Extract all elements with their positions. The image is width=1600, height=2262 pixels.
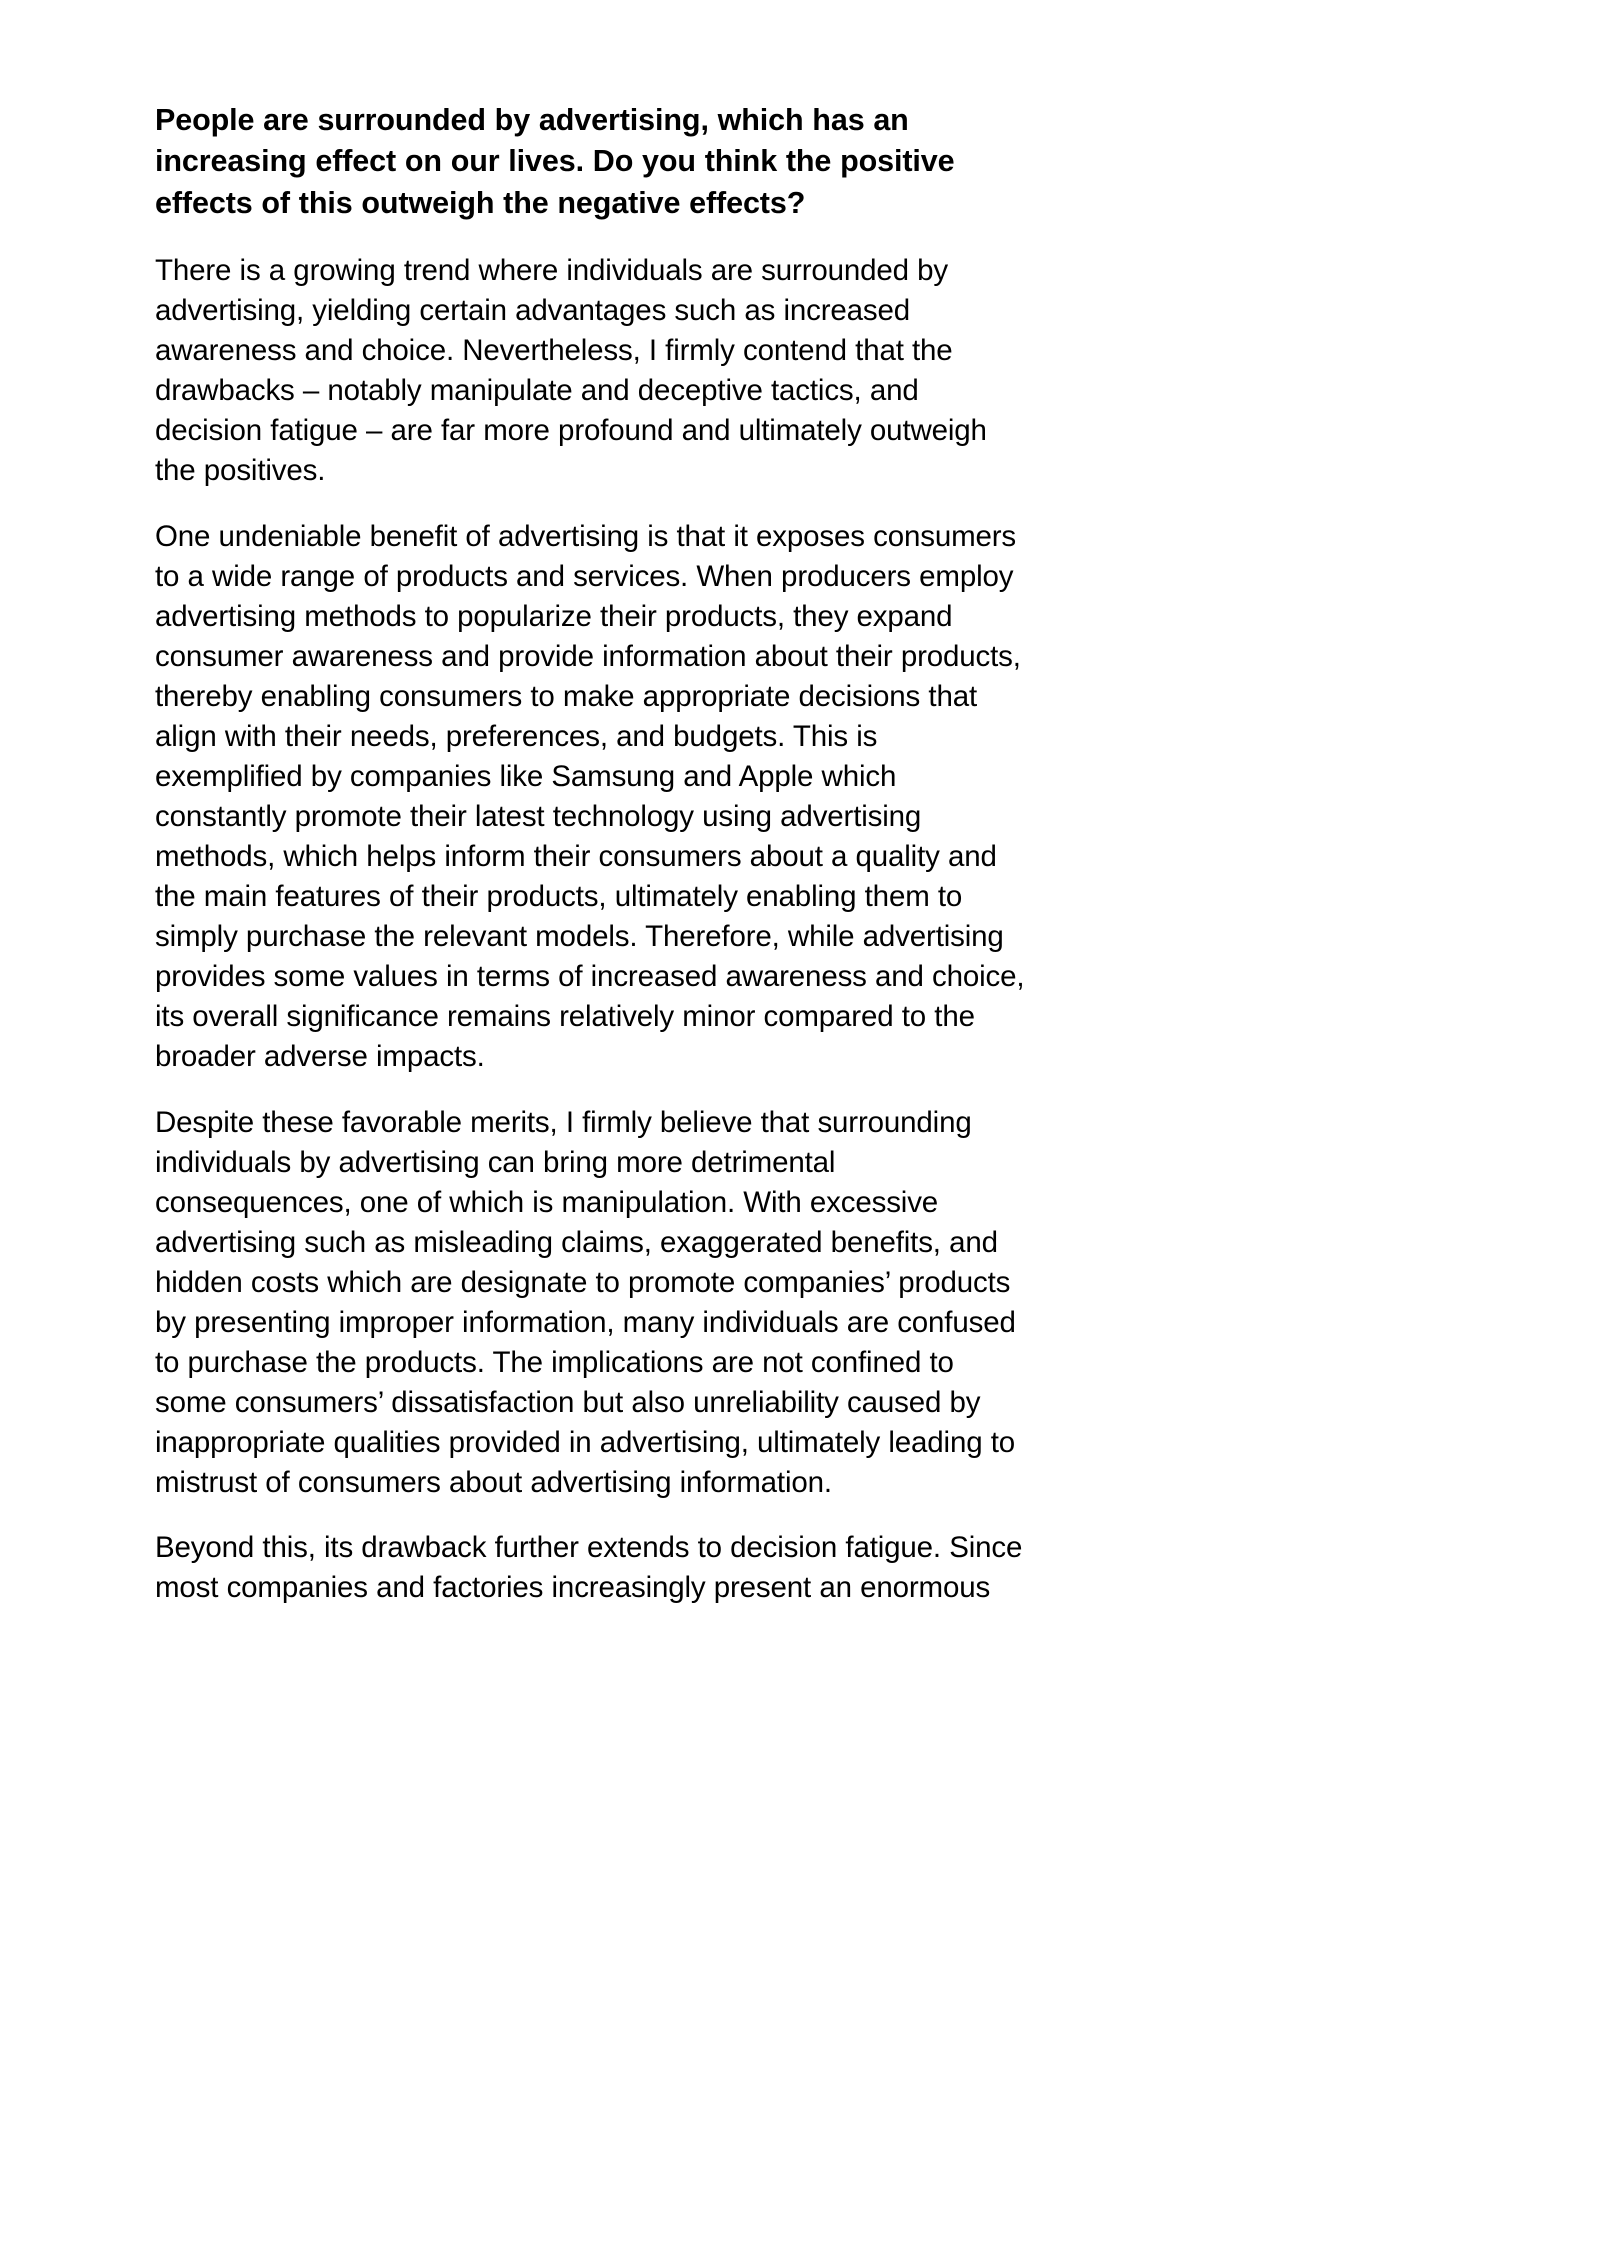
essay-question-heading: People are surrounded by advertising, which has an increasing effect on our lives. Do you think the positive effects of this outweigh the negative effects? [155,103,955,220]
paragraph-decision-fatigue: Beyond this, its drawback further extends to decision fatigue. Since most companies and factories increasingly present an enormous [155,1531,1023,1605]
document-body [155,100,1030,1608]
paragraph-benefit: One undeniable benefit of advertising is that it exposes consumers to a wide range of products and services. When producers employ advertising methods to popularize their products, they expand consumer awareness and provide information about their products, thereby enabling consumers to make appropriate decisions that align with their needs, preferences, and budgets. This is exemplified by companies like Samsung and Apple which constantly promote their latest technology using advertising methods, which helps inform their consumers about a quality and the main features of their products, ultimately enabling them to simply purchase the relevant models. Therefore, while advertising provides some values in terms of increased awareness and choice, its overall significance remains relatively minor compared to the broader adverse impacts. [155,520,1025,1073]
paragraph-manipulation: Despite these favorable merits, I firmly believe that surrounding individuals by advertising can bring more detrimental consequences, one of which is manipulation. With excessive advertising such as misleading claims, exaggerated benefits, and hidden costs which are designate to promote companies’ products by presenting improper information, many individuals are confused to purchase the products. The implications are not confined to some consumers’ dissatisfaction but also unreliability caused by inappropriate qualities provided in advertising, ultimately leading to mistrust of consumers about advertising information. [155,1105,1016,1499]
paragraph-intro: There is a growing trend where individuals are surrounded by advertising, yielding certain advantages such as increased awareness and choice. Nevertheless, I firmly contend that the drawbacks – notably manipulate and deceptive tactics, and decision fatigue – are far more profound and ultimately outweigh the positives. [155,254,987,488]
